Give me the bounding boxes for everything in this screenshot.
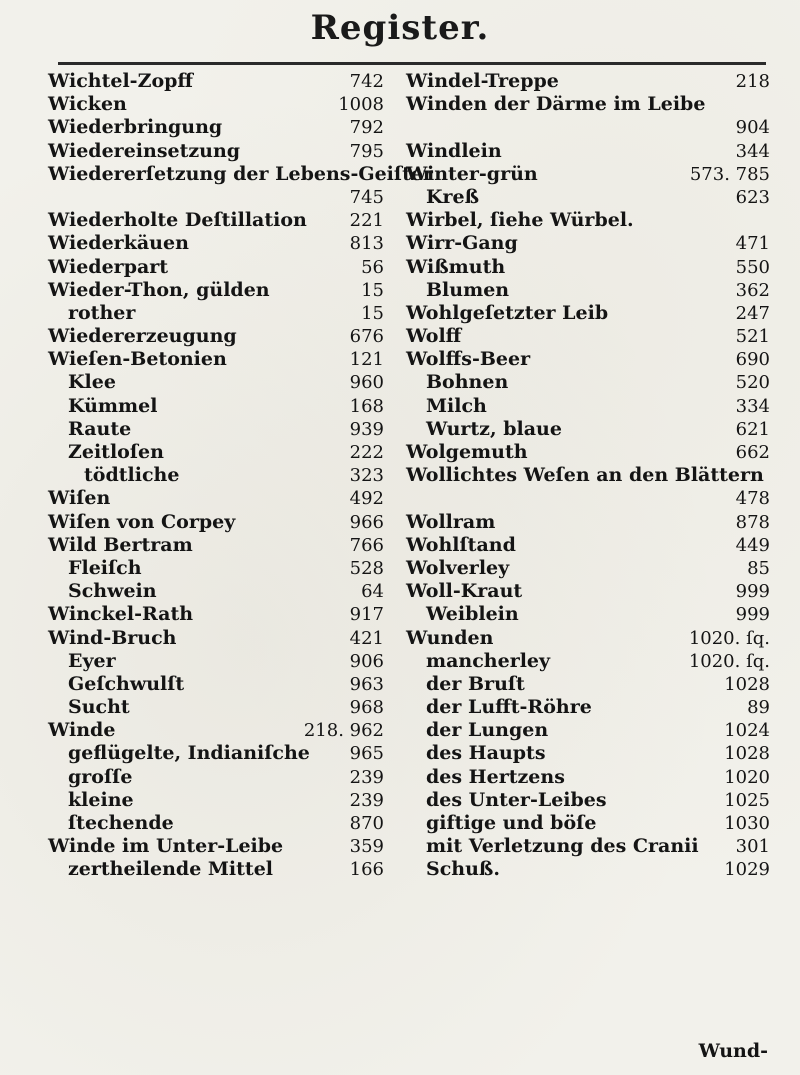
- index-entry: [48, 719, 398, 742]
- index-term: Wichtel-Zopff: [48, 70, 193, 92]
- page-reference: 999: [735, 604, 770, 626]
- index-entry: [406, 789, 770, 812]
- index-term: Kümmel: [68, 394, 158, 417]
- page-reference: 813: [349, 233, 384, 255]
- index-entry: [48, 789, 398, 812]
- index-entry: [48, 742, 398, 765]
- index-entry: [406, 603, 770, 626]
- page-reference: 963: [349, 673, 384, 695]
- index-entry: [48, 627, 398, 650]
- page-reference: 1024: [724, 720, 770, 742]
- index-entry: [48, 487, 398, 510]
- index-term: Wiedereinsetzung: [48, 139, 241, 162]
- page-reference: 85: [747, 557, 770, 579]
- page-reference: 15: [361, 279, 384, 301]
- page-reference: 904: [735, 117, 770, 139]
- index-entry: [48, 812, 398, 835]
- index-term: Wiſen: [48, 487, 111, 510]
- index-entry: [48, 93, 398, 116]
- page-reference: 247: [735, 302, 770, 324]
- index-entry: [406, 812, 770, 835]
- index-term: Milch: [426, 394, 487, 417]
- page-reference: 528: [349, 557, 384, 579]
- page-reference: 676: [349, 326, 384, 348]
- index-term: Wohlgeſetzter Leib: [406, 301, 609, 324]
- page-reference: 301: [735, 836, 770, 858]
- index-entry: [406, 302, 770, 325]
- index-entry: [406, 766, 770, 789]
- index-entry: [48, 603, 398, 626]
- page-reference: 1028: [724, 743, 770, 765]
- page-reference: 1025: [724, 789, 770, 811]
- page-reference: 359: [349, 836, 384, 858]
- index-term: des Haupts: [426, 742, 546, 765]
- page-reference: 1008: [338, 94, 384, 116]
- page-reference: 917: [349, 604, 384, 626]
- page-reference: 334: [735, 395, 770, 417]
- index-term: Wieſen-Betonien: [48, 348, 227, 371]
- page-reference: 521: [735, 326, 770, 348]
- index-term: der Lufft-Röhre: [426, 696, 592, 719]
- index-term: Wolffs-Beer: [406, 348, 531, 371]
- index-term: mancherley: [426, 649, 551, 672]
- index-term: Wicken: [48, 93, 127, 116]
- page-reference: 573. 785: [689, 163, 770, 185]
- index-term: Winde: [48, 719, 116, 742]
- page-reference: 792: [349, 117, 384, 139]
- index-entry: [48, 696, 398, 719]
- index-entry: [48, 673, 398, 696]
- index-term: Zeitloſen: [68, 441, 164, 463]
- index-entry: [48, 858, 398, 881]
- index-entry: [48, 650, 398, 673]
- index-entry: [406, 534, 770, 557]
- page-reference: 362: [735, 279, 770, 301]
- index-entry: [48, 511, 398, 534]
- index-term: Wiedererzeugung: [48, 325, 237, 348]
- index-entry: [406, 256, 770, 279]
- page-reference: 222: [349, 442, 384, 463]
- index-term: Fleiſch: [68, 556, 142, 579]
- index-entry: [406, 70, 770, 93]
- index-entry: [48, 162, 433, 186]
- page-reference: 939: [349, 418, 384, 440]
- page-reference: 690: [735, 349, 770, 371]
- index-entry: [406, 116, 770, 139]
- index-term: zertheilende Mittel: [68, 858, 274, 881]
- page-reference: 999: [735, 581, 770, 603]
- index-term: giftige und böſe: [426, 812, 597, 834]
- index-term: Wiederbringung: [48, 116, 223, 139]
- index-term: Wirr-Gang: [406, 232, 518, 255]
- index-term: Schwein: [68, 580, 157, 603]
- index-term: des Hertzens: [426, 765, 565, 788]
- index-entry: [406, 696, 770, 719]
- index-entry: [406, 209, 770, 232]
- page-reference: 239: [349, 766, 384, 788]
- index-term: Wollram: [406, 510, 496, 533]
- index-entry: [48, 70, 398, 93]
- index-entry: [48, 186, 398, 209]
- index-term: Eyer: [68, 649, 116, 672]
- index-term: Geſchwulſt: [68, 672, 185, 695]
- index-term: Wirbel, ſiehe Würbel.: [406, 209, 634, 232]
- index-entry: [48, 766, 398, 789]
- index-entry: [406, 279, 770, 302]
- index-term: Woll-Kraut: [406, 580, 523, 603]
- index-term: Blumen: [426, 278, 510, 301]
- index-entry: [48, 441, 398, 464]
- index-term: Wiederkäuen: [48, 232, 189, 255]
- index-entry: [406, 650, 770, 673]
- index-term: Wurtz, blaue: [426, 417, 562, 440]
- index-term: Wißmuth: [406, 255, 506, 278]
- index-entry: [48, 534, 398, 557]
- index-term: Wiedererſetzung der Lebens-Geiſter: [48, 162, 433, 185]
- page-reference: 471: [735, 233, 770, 255]
- index-entry: [48, 209, 398, 232]
- index-term: Wolff: [406, 325, 462, 348]
- index-entry: [406, 627, 770, 650]
- page-reference: 478: [735, 488, 770, 510]
- index-entry: [48, 395, 398, 418]
- page-reference: 1028: [724, 673, 770, 695]
- index-entry: [406, 371, 770, 394]
- page-reference: 168: [349, 395, 384, 417]
- left-index-column: [48, 70, 433, 882]
- index-term: Wiederholte Deſtillation: [48, 209, 307, 232]
- index-term: tödtliche: [84, 464, 180, 487]
- index-entry: [406, 163, 770, 186]
- index-term: Winden der Därme im Leibe: [406, 93, 706, 116]
- index-entry: [406, 464, 770, 487]
- page-reference: 64: [361, 581, 384, 603]
- index-entry: [406, 835, 770, 858]
- index-term: ſtechende: [68, 812, 174, 834]
- index-term: Schuß.: [426, 858, 500, 881]
- page-reference: 621: [735, 418, 770, 440]
- index-term: Winter-grün: [406, 162, 538, 185]
- page-reference: 966: [349, 511, 384, 533]
- index-entry: [406, 719, 770, 742]
- page-reference: 960: [349, 372, 384, 394]
- index-entry: [406, 441, 770, 464]
- index-entry: [48, 557, 398, 580]
- index-term: Raute: [68, 417, 132, 440]
- index-term: Wollichtes Weſen an den Blättern: [406, 464, 764, 487]
- index-term: Wunden: [406, 626, 494, 649]
- index-entry: [48, 325, 398, 348]
- index-entry: [406, 858, 770, 881]
- page-reference: 766: [349, 534, 384, 556]
- index-term: Windlein: [406, 139, 502, 162]
- index-entry: [406, 557, 770, 580]
- page-reference: 221: [349, 210, 384, 232]
- page-reference: 965: [349, 743, 384, 765]
- page-reference: 218. 962: [303, 720, 384, 742]
- page-reference: 323: [349, 465, 384, 487]
- index-term: Wieder-Thon, gülden: [48, 278, 270, 301]
- index-term: Winde im Unter-Leibe: [48, 835, 284, 858]
- page-reference: 1020. ſq.: [688, 627, 770, 649]
- index-entry: [48, 232, 398, 255]
- index-entry: [48, 348, 398, 371]
- page-reference: 1029: [724, 859, 770, 881]
- index-term: Kreß: [426, 185, 480, 208]
- index-entry: [48, 302, 398, 325]
- index-entry: [406, 673, 770, 696]
- index-entry: [48, 140, 398, 163]
- page-reference: 449: [735, 534, 770, 556]
- index-entry: [406, 742, 770, 765]
- page-reference: 89: [747, 697, 770, 719]
- index-entry: [48, 256, 398, 279]
- page-reference: 1020: [724, 766, 770, 788]
- index-term: kleine: [68, 788, 134, 811]
- index-entry: [406, 140, 770, 163]
- index-term: Bohnen: [426, 371, 509, 394]
- page-reference: 15: [361, 302, 384, 324]
- index-entry: [406, 186, 770, 209]
- index-entry: [406, 418, 770, 441]
- index-entry: [48, 418, 398, 441]
- index-term: rother: [68, 301, 136, 324]
- index-entry: [48, 116, 398, 139]
- page-reference: 56: [361, 256, 384, 278]
- page-title: Register.: [310, 8, 490, 48]
- index-term: Wolverley: [406, 556, 510, 579]
- page-reference: 218: [735, 71, 770, 92]
- index-term: Wiſen von Corpey: [48, 510, 236, 533]
- index-term: Sucht: [68, 696, 130, 719]
- page-reference: 623: [735, 186, 770, 208]
- page-reference: 344: [735, 140, 770, 162]
- index-term: Wolgemuth: [406, 441, 528, 463]
- index-term: des Unter-Leibes: [426, 788, 607, 811]
- index-term: Wild Bertram: [48, 533, 193, 556]
- index-entry: [406, 348, 770, 371]
- index-entry: [48, 580, 398, 603]
- index-term: Windel-Treppe: [406, 70, 559, 92]
- page-reference: 421: [349, 627, 384, 649]
- index-entry: [48, 835, 398, 858]
- index-term: Weiblein: [426, 603, 519, 626]
- catchword: Wund-: [698, 1040, 768, 1062]
- page-reference: 795: [349, 140, 384, 162]
- page-reference: 745: [349, 186, 384, 208]
- index-term: groſſe: [68, 765, 133, 788]
- index-entry: [48, 464, 398, 487]
- index-entry: [406, 232, 770, 255]
- index-columns: [48, 70, 770, 1030]
- index-term: Winckel-Rath: [48, 603, 194, 626]
- page-reference: 662: [735, 442, 770, 463]
- right-index-column: [406, 70, 770, 882]
- page-reference: 968: [349, 697, 384, 719]
- index-entry: [406, 511, 770, 534]
- index-entry: [48, 279, 398, 302]
- index-term: geflügelte, Indianiſche: [68, 742, 310, 765]
- index-entry: [48, 371, 398, 394]
- index-entry: [406, 487, 770, 510]
- page-reference: 520: [735, 372, 770, 394]
- index-term: Wind-Bruch: [48, 626, 177, 649]
- index-term: der Bruſt: [426, 672, 525, 695]
- index-entry: [406, 93, 770, 116]
- page-reference: 1020. ſq.: [688, 650, 770, 672]
- index-entry: [406, 325, 770, 348]
- page-reference: 1030: [724, 813, 770, 834]
- page-reference: 492: [349, 488, 384, 510]
- index-term: mit Verletzung des Cranii: [426, 835, 699, 858]
- page-reference: 121: [349, 349, 384, 371]
- page-reference: 742: [349, 71, 384, 92]
- index-term: Wiederpart: [48, 255, 169, 278]
- index-term: Wohlſtand: [406, 533, 516, 556]
- page-reference: 166: [349, 859, 384, 881]
- index-entry: [406, 395, 770, 418]
- page-reference: 878: [735, 511, 770, 533]
- index-term: der Lungen: [426, 719, 549, 742]
- page-reference: 906: [349, 650, 384, 672]
- page-reference: 239: [349, 789, 384, 811]
- page-reference: 870: [349, 813, 384, 834]
- index-entry: [406, 580, 770, 603]
- header-rule: [58, 62, 766, 65]
- index-term: Klee: [68, 371, 116, 394]
- page-reference: 550: [735, 256, 770, 278]
